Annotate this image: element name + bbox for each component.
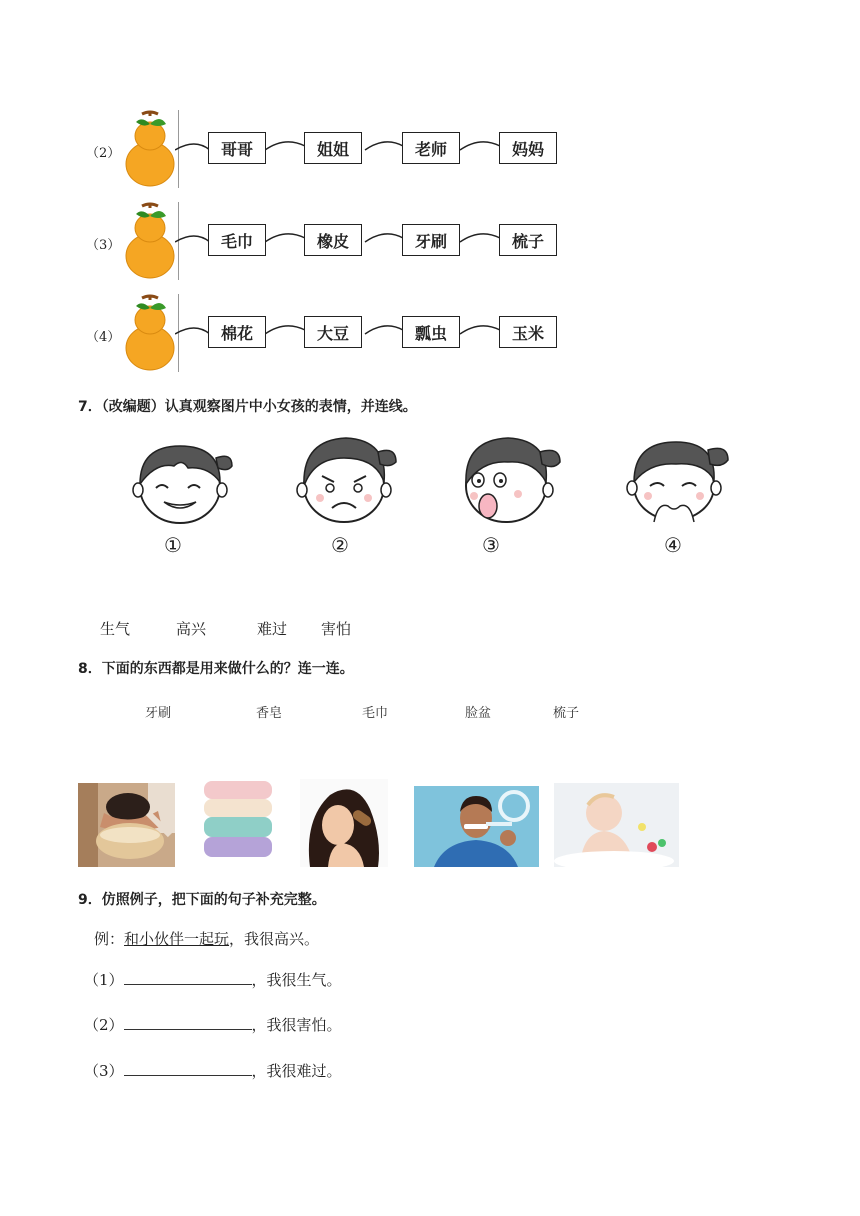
face-label: ③ [482, 533, 500, 557]
word-box[interactable]: 大豆 [304, 316, 362, 348]
example-sentence [94, 928, 319, 949]
word-box[interactable]: 毛巾 [208, 224, 266, 256]
line-number: （3） [84, 1062, 124, 1080]
example-prefix: 例： [94, 930, 125, 948]
item-word[interactable]: 脸盆 [465, 706, 492, 721]
towels-photo[interactable] [198, 777, 278, 863]
face-label: ② [331, 533, 349, 557]
word-box[interactable]: 梳子 [499, 224, 557, 256]
word-box[interactable]: 姐姐 [304, 132, 362, 164]
emotion-word[interactable]: 高兴 [176, 620, 207, 638]
answer-blank[interactable] [124, 1015, 252, 1030]
item-word[interactable]: 梳子 [553, 706, 580, 721]
item-word[interactable]: 牙刷 [145, 706, 172, 721]
line-suffix: ，我很难过。 [251, 1062, 342, 1080]
emotion-word[interactable]: 难过 [257, 620, 288, 638]
question-7-title: 7．（改编题）认真观察图片中小女孩的表情，并连线。 [78, 399, 417, 415]
item-word[interactable]: 毛巾 [362, 706, 389, 721]
gourd-icon [120, 110, 180, 190]
word-box[interactable]: 哥哥 [208, 132, 266, 164]
happy-girl-face-icon [128, 432, 238, 532]
gourd-row-2 [80, 110, 600, 190]
baby-bath-photo[interactable] [554, 783, 679, 867]
angry-girl-face-icon [292, 428, 402, 528]
gourd-icon [120, 202, 180, 282]
face-label: ④ [664, 533, 682, 557]
word-box[interactable]: 妈妈 [499, 132, 557, 164]
gourd-icon [120, 294, 180, 374]
fill-line-1 [84, 969, 342, 990]
word-box[interactable]: 瓢虫 [402, 316, 460, 348]
word-box[interactable]: 棉花 [208, 316, 266, 348]
row-number: （3） [86, 238, 121, 253]
item-word[interactable]: 香皂 [256, 706, 283, 721]
answer-blank[interactable] [124, 1061, 252, 1076]
example-underlined: 和小伙伴一起玩 [124, 930, 230, 948]
fill-line-3 [84, 1060, 342, 1081]
gourd-row-3 [80, 202, 600, 282]
line-number: （2） [84, 1016, 124, 1034]
sad-girl-face-icon [624, 432, 734, 532]
brushing-teeth-photo[interactable] [414, 786, 539, 867]
row-number: （2） [86, 146, 121, 161]
question-9-title: 9．仿照例子，把下面的句子补充完整。 [78, 892, 326, 908]
scared-girl-face-icon [456, 430, 566, 530]
question-8-title: 8．下面的东西都是用来做什么的？连一连。 [78, 661, 354, 677]
face-label: ① [164, 533, 182, 557]
example-suffix: ，我很高兴。 [229, 930, 320, 948]
word-box[interactable]: 橡皮 [304, 224, 362, 256]
face-washing-photo[interactable] [78, 783, 175, 867]
row-number: （4） [86, 330, 121, 345]
combing-hair-photo[interactable] [300, 779, 388, 867]
answer-blank[interactable] [124, 970, 252, 985]
fill-line-2 [84, 1014, 342, 1035]
word-box[interactable]: 牙刷 [402, 224, 460, 256]
emotion-word[interactable]: 生气 [100, 620, 131, 638]
line-suffix: ，我很害怕。 [251, 1016, 342, 1034]
emotion-word[interactable]: 害怕 [321, 620, 352, 638]
word-box[interactable]: 老师 [402, 132, 460, 164]
gourd-row-4 [80, 294, 600, 374]
line-suffix: ，我很生气。 [251, 971, 342, 989]
word-box[interactable]: 玉米 [499, 316, 557, 348]
line-number: （1） [84, 971, 124, 989]
